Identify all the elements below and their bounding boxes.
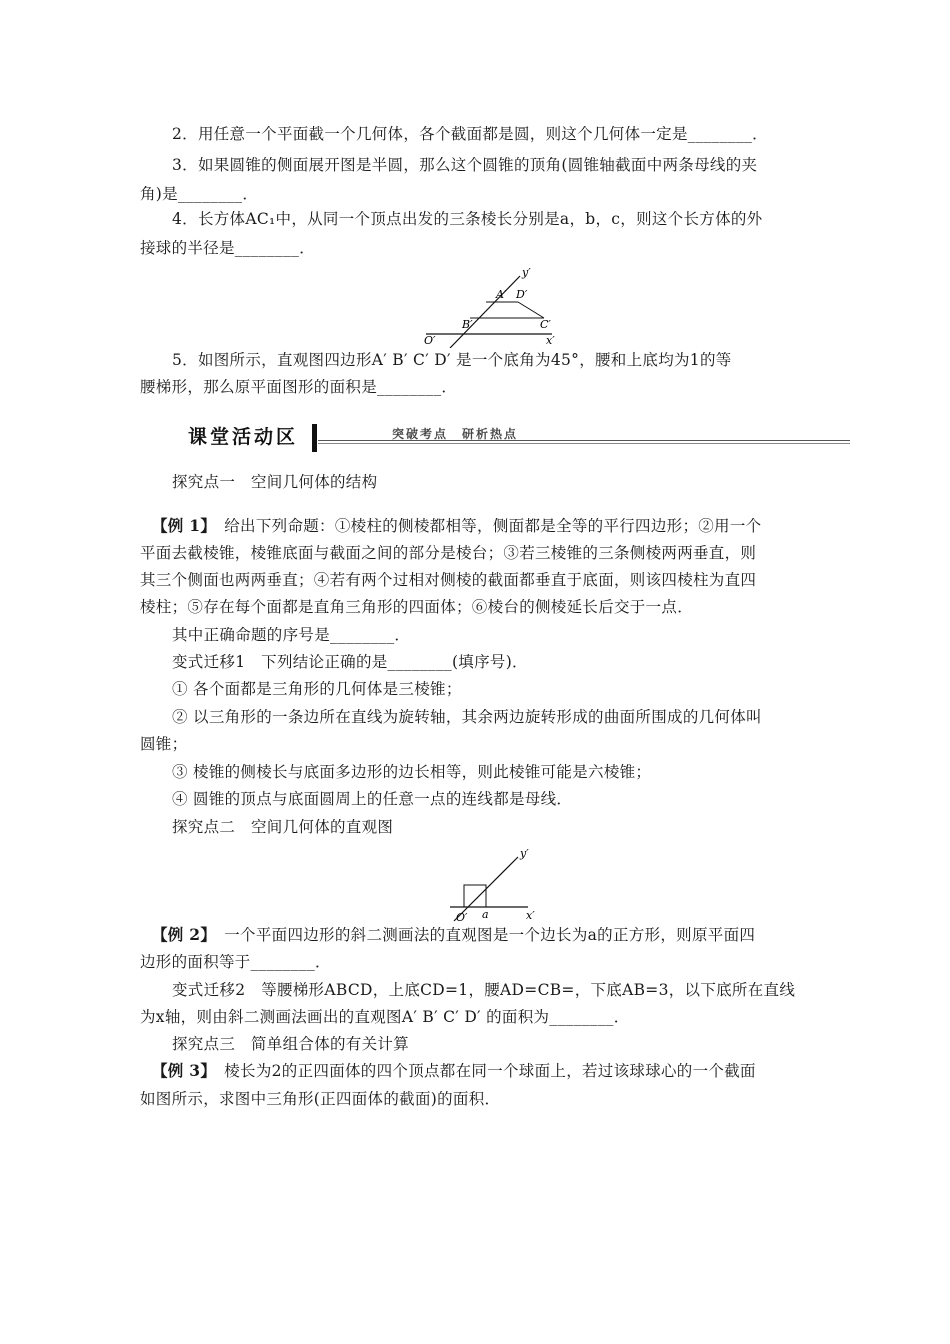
y-axis-label: y′ bbox=[522, 266, 531, 279]
example-3-line2: 如图所示，求图中三角形(正四面体的截面)的面积． bbox=[140, 1090, 501, 1108]
banner-subtitle: 突破考点 研析热点 bbox=[392, 427, 519, 441]
banner-rule bbox=[318, 443, 850, 444]
example-2-line2: 边形的面积等于________． bbox=[140, 953, 331, 971]
origin-label: O′ bbox=[424, 334, 436, 347]
question-5-line1: 5．如图所示，直观图四边形A′ B′ C′ D′ 是一个底角为45°，腰和上底均为1的等 bbox=[172, 351, 732, 369]
point-d-label: D′ bbox=[516, 288, 528, 301]
question-2: 2．用任意一个平面截一个几何体，各个截面都是圆，则这个几何体一定是________． bbox=[172, 125, 768, 143]
trapezoid-figure bbox=[420, 262, 570, 348]
example-1-line3: 其三个侧面也两两垂直；④若有两个过相对侧棱的截面都垂直于底面，则该四棱柱为直四 bbox=[140, 571, 757, 589]
side-label: a bbox=[482, 908, 489, 921]
example-2-line1: 【例 2】 一个平面四边形的斜二测画法的直观图是一个边长为a的正方形，则原平面四 bbox=[152, 925, 756, 944]
example-1-line4: 棱柱；⑤存在每个面都是直角三角形的四面体；⑥棱台的侧棱延长后交于一点． bbox=[140, 598, 694, 616]
x-axis-label: x′ bbox=[546, 334, 555, 347]
variant-1-item-3: ③ 棱锥的侧棱长与底面多边形的边长相等，则此棱锥可能是六棱锥； bbox=[172, 763, 652, 781]
example-1-line2: 平面去截棱锥，棱锥底面与截面之间的部分是棱台；③若三棱锥的三条侧棱两两垂直，则 bbox=[140, 544, 757, 562]
example-3-line1: 【例 3】 棱长为2的正四面体的四个顶点都在同一个球面上，若过该球球心的一个截面 bbox=[152, 1061, 756, 1080]
y-axis bbox=[450, 276, 520, 348]
question-3-line1: 3．如果圆锥的侧面展开图是半圆，那么这个圆锥的顶角(圆锥轴截面中两条母线的夹 bbox=[172, 156, 758, 174]
question-4-line1: 4．长方体AC₁中，从同一个顶点出发的三条棱长分别是a，b，c，则这个长方体的外 bbox=[172, 210, 763, 228]
example-1-line1: 【例 1】 给出下列命题：①棱柱的侧棱都相等，侧面都是全等的平行四边形；②用一个 bbox=[152, 516, 762, 535]
variant-1-item-1: ① 各个面都是三角形的几何体是三棱锥； bbox=[172, 680, 462, 698]
square-figure bbox=[444, 843, 544, 923]
point-b-label: B′ bbox=[462, 318, 473, 331]
question-3-line2: 角)是________． bbox=[140, 185, 259, 203]
variant-2-line2: 为x轴，则由斜二测画法画出的直观图A′ B′ C′ D′ 的面积为________． bbox=[140, 1008, 630, 1026]
variant-2-line1: 变式迁移2 等腰梯形ABCD，上底CD=1，腰AD=CB=，下底AB=3，以下底所在直线 bbox=[172, 981, 796, 999]
example-1-tag: 【例 1】 bbox=[152, 516, 209, 535]
variant-1-item-2-line2: 圆锥； bbox=[140, 735, 188, 753]
example-2-tag: 【例 2】 bbox=[152, 925, 209, 944]
question-5-line2: 腰梯形，那么原平面图形的面积是________． bbox=[140, 378, 458, 396]
variant-1-item-4: ④ 圆锥的顶点与底面圆周上的任意一点的连线都是母线． bbox=[172, 790, 573, 808]
variant-1-prompt: 变式迁移1 下列结论正确的是________(填序号)． bbox=[172, 653, 528, 671]
question-4-line2: 接球的半径是________． bbox=[140, 239, 316, 257]
example-1-answer: 其中正确命题的序号是________． bbox=[172, 626, 411, 644]
trapezoid-leg bbox=[518, 302, 544, 318]
banner-title: 课堂活动区 bbox=[188, 426, 299, 448]
section-3-heading: 探究点三 简单组合体的有关计算 bbox=[172, 1035, 410, 1053]
y-axis-label: y′ bbox=[520, 847, 529, 860]
x-axis-label: x′ bbox=[526, 909, 535, 922]
section-1-heading: 探究点一 空间几何体的结构 bbox=[172, 473, 378, 491]
origin-label: O′ bbox=[456, 911, 468, 923]
point-c-label: C′ bbox=[540, 318, 551, 331]
point-a-label: A′ bbox=[496, 288, 507, 301]
variant-1-item-2-line1: ② 以三角形的一条边所在直线为旋转轴，其余两边旋转形成的曲面所围成的几何体叫 bbox=[172, 708, 762, 726]
banner-divider bbox=[312, 424, 317, 452]
section-banner bbox=[178, 420, 850, 456]
example-3-tag: 【例 3】 bbox=[152, 1061, 209, 1080]
section-2-heading: 探究点二 空间几何体的直观图 bbox=[172, 818, 394, 836]
square-shape bbox=[464, 885, 486, 907]
